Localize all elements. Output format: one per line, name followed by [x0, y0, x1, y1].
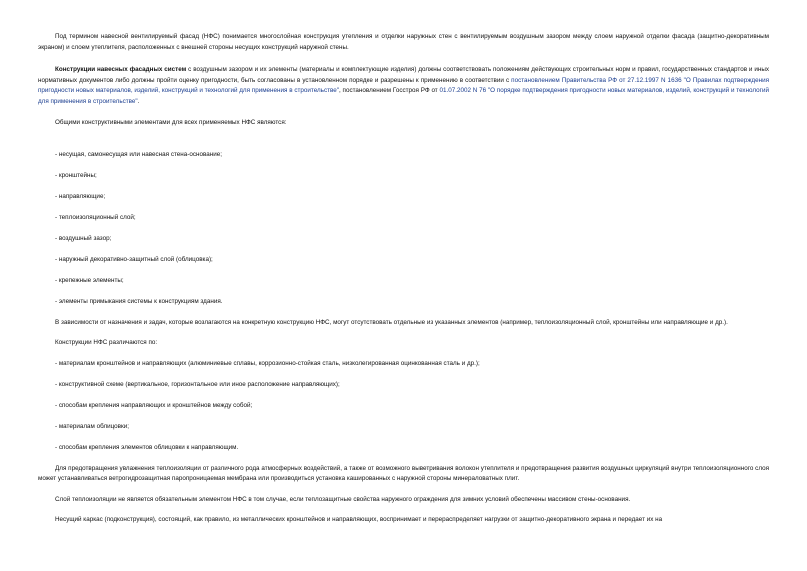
- bold-term: Конструкции навесных фасадных систем: [55, 66, 187, 73]
- list-item: - теплоизоляционный слой;: [55, 213, 136, 221]
- list-item: - способам крепления направляющих и кронштейнов между собой;: [55, 401, 253, 409]
- link-gosstroy-decree[interactable]: 01.07.2002 N 76 "О порядке подтверждения пригодности новых материалов, изделий, конструкций и технологий для применения в строительстве": [38, 87, 769, 105]
- link-government-decree[interactable]: постановлением Правительства РФ от 27.12.1997 N 1636 "О Правилах подтверждения пригодности новых материалов, изделий, конструкций и технологий для применения в строительстве": [38, 76, 769, 94]
- differences-list: [38, 359, 769, 454]
- list-item: - способам крепления элементов облицовки к направляющим.: [55, 444, 239, 452]
- requirements-text-b: , постановлением Госстроя РФ от: [339, 87, 440, 94]
- paragraph-optional-elements: В зависимости от назначения и задач, которые возлагаются на конкретную конструкцию НФС, могут отсутствовать отдельные из указанных элементов (например, теплоизоляционный слой, кронштейны или направляющие и др.).: [55, 318, 728, 326]
- paragraph-insulation-optional: Слой теплоизоляции не является обязательным элементом НФС в том случае, если теплозащитные свойства наружного ограждения для зимних условий обеспечены массивом стены-основания.: [55, 495, 631, 503]
- paragraph-differences-intro: Конструкции НФС различаются по:: [55, 339, 158, 347]
- paragraph-load-bearing-frame: Несущий каркас (подконструкция), состоящий, как правило, из металлических кронштейнов и направляющих, воспринимает и перераспределяет нагрузки от защитно-декоративного экрана и передает их на: [55, 516, 663, 524]
- paragraph-membrane: Для предотвращения увлажнения теплоизоляции от различного рода атмосферных воздействий, а также от возможного выветривания волокон утеплителя и предотвращения развития воздушных циркуляций внутри теплоизоляционного слоя может устанавливаться ветрогидрозащитная паропроницаемая мембрана или производиться установка кашированных с наружной стороны минераловатных плит.: [38, 464, 769, 483]
- list-item: - элементы примыкания системы к конструкциям здания.: [55, 298, 223, 306]
- paragraph-common-elements-intro: Общими конструктивными элементами для всех применяемых НФС являются:: [55, 119, 287, 126]
- paragraph-requirements: [38, 65, 769, 107]
- list-item: - конструктивной схеме (вертикальное, горизонтальное или иное расположение направляющих);: [55, 380, 340, 388]
- document-page: [38, 32, 769, 526]
- list-item: - воздушный зазор;: [55, 234, 112, 242]
- requirements-text-c: .: [137, 97, 140, 105]
- list-item: - кронштейны;: [55, 171, 97, 179]
- requirements-text-a: с воздушным зазором и их элементы (материалы и комплектующие изделия) должны соответствовать положениям действующих строительных норм и правил, государственных стандартов и иных нормативных документов либо должны пройти оценку пригодности, быть согласованы в установленном порядке и разрешены к применению в соответствии с: [38, 66, 769, 84]
- list-item: - материалам облицовки;: [55, 422, 130, 430]
- list-item: - крепежные элементы;: [55, 277, 124, 285]
- list-item: - несущая, самонесущая или навесная стена-основание;: [55, 150, 223, 158]
- common-elements-list: [38, 150, 769, 308]
- list-item: - наружный декоративно-защитный слой (облицовка);: [55, 255, 213, 263]
- list-item: - материалам кронштейнов и направляющих (алюминиевые сплавы, коррозионно-стойкая сталь, низколегированная оцинкованная сталь и др.);: [55, 359, 480, 367]
- list-item: - направляющие;: [55, 192, 106, 200]
- paragraph-definition: Под термином навесной вентилируемый фасад (НФС) понимается многослойная конструкция утепления и отделки наружных стен с вентилируемым воздушным зазором между слоем наружной отделки фасада (защитно-декоративным экраном) и слоем утеплителя, расположенных с внешней стороны несущих конструкций наружной стены.: [38, 33, 769, 51]
